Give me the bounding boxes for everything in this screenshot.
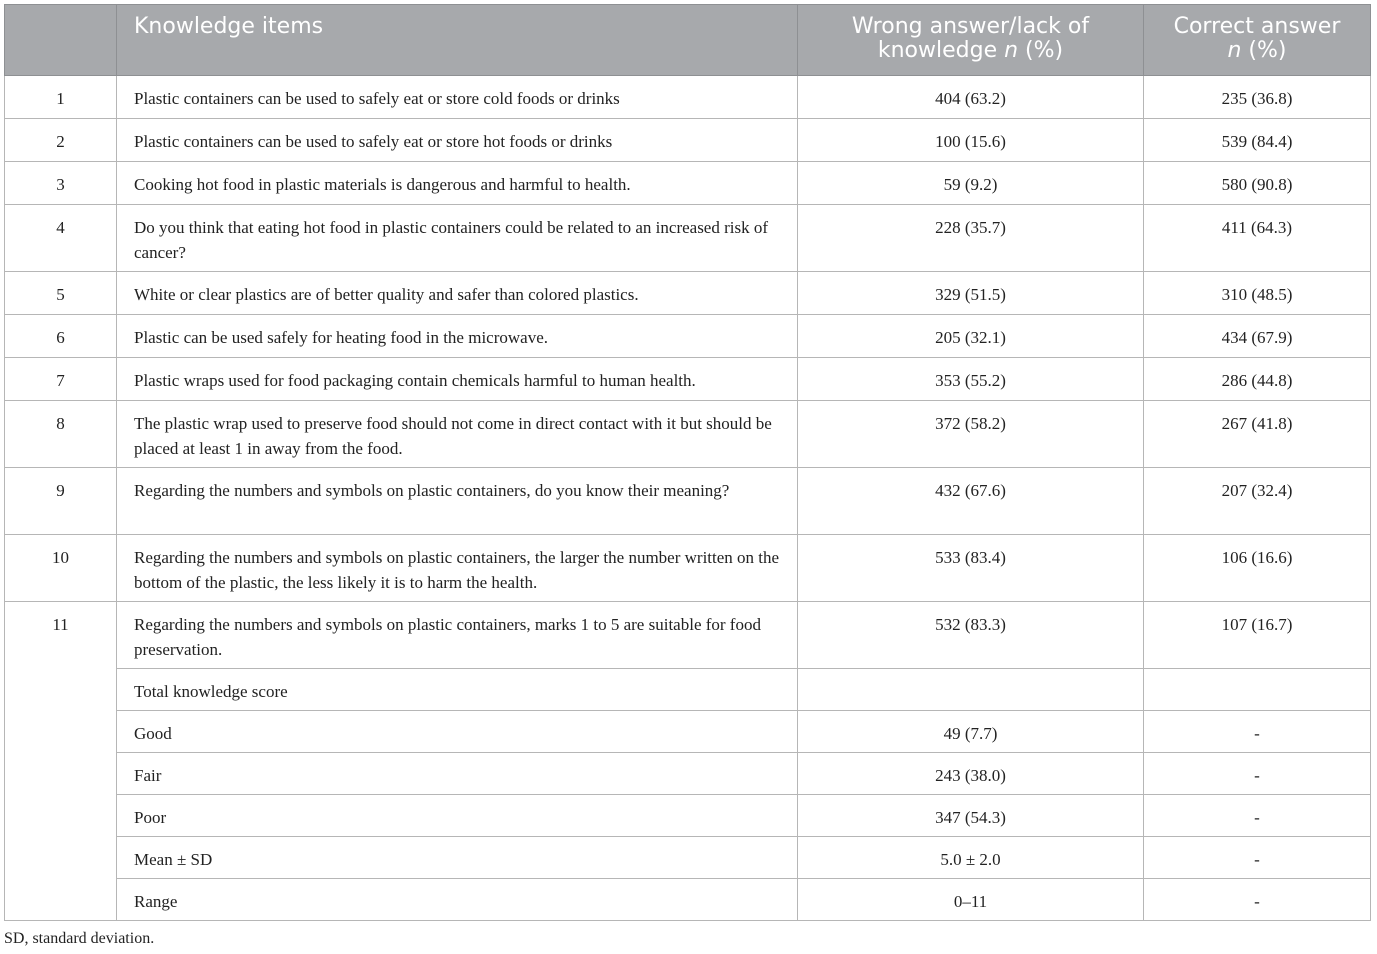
row-correct: 235 (36.8) [1144,76,1371,119]
summary-label: Range [117,879,798,921]
table-row [5,401,1371,468]
summary-label: Poor [117,795,798,837]
row-index: 11 [5,602,117,921]
row-correct: 106 (16.6) [1144,535,1371,602]
row-correct: 310 (48.5) [1144,272,1371,315]
header-correct-line2-post: (%) [1241,38,1287,63]
summary-correct: - [1144,711,1371,753]
row-wrong: 372 (58.2) [798,401,1144,468]
row-wrong: 532 (83.3) [798,602,1144,669]
summary-row [5,669,1371,711]
header-wrong-line1: Wrong answer/lack of [851,14,1090,39]
row-index: 4 [5,205,117,272]
row-wrong: 533 (83.4) [798,535,1144,602]
summary-row [5,879,1371,921]
row-wrong: 205 (32.1) [798,315,1144,358]
knowledge-table-container [4,4,1370,921]
row-correct: 107 (16.7) [1144,602,1371,669]
header-knowledge-items: Knowledge items [117,5,798,76]
row-wrong: 100 (15.6) [798,119,1144,162]
table-row [5,602,1371,669]
row-wrong: 432 (67.6) [798,468,1144,535]
row-item: Plastic wraps used for food packaging contain chemicals harmful to human health. [117,358,798,401]
table-row [5,468,1371,535]
row-index: 2 [5,119,117,162]
row-item: Plastic containers can be used to safely eat or store cold foods or drinks [117,76,798,119]
summary-label: Fair [117,753,798,795]
table-row [5,358,1371,401]
knowledge-table [4,4,1371,921]
row-index: 6 [5,315,117,358]
summary-correct: - [1144,837,1371,879]
summary-row [5,795,1371,837]
table-row [5,76,1371,119]
row-index: 3 [5,162,117,205]
summary-correct: - [1144,879,1371,921]
summary-correct: - [1144,753,1371,795]
row-correct: 434 (67.9) [1144,315,1371,358]
table-header [5,5,1371,76]
summary-wrong [798,669,1144,711]
row-item: White or clear plastics are of better quality and safer than colored plastics. [117,272,798,315]
row-wrong: 228 (35.7) [798,205,1144,272]
row-index: 1 [5,76,117,119]
header-correct-answer [1144,5,1371,76]
summary-label: Good [117,711,798,753]
table-row [5,162,1371,205]
row-item: Cooking hot food in plastic materials is dangerous and harmful to health. [117,162,798,205]
header-correct-n: n [1227,38,1242,63]
row-wrong: 59 (9.2) [798,162,1144,205]
header-wrong-line2-post: (%) [1018,38,1064,63]
row-correct: 580 (90.8) [1144,162,1371,205]
row-correct: 411 (64.3) [1144,205,1371,272]
header-wrong-line2-pre: knowledge [877,38,1005,63]
row-item: Regarding the numbers and symbols on plastic containers, the larger the number written on the bottom of the plastic, the less likely it is to harm the health. [117,535,798,602]
table-row [5,272,1371,315]
table-footnote: SD, standard deviation. [4,930,155,947]
summary-wrong: 5.0 ± 2.0 [798,837,1144,879]
summary-row [5,753,1371,795]
summary-wrong: 347 (54.3) [798,795,1144,837]
summary-wrong: 49 (7.7) [798,711,1144,753]
row-index: 10 [5,535,117,602]
row-item: Regarding the numbers and symbols on plastic containers, marks 1 to 5 are suitable for food preservation. [117,602,798,669]
row-correct: 207 (32.4) [1144,468,1371,535]
table-body [5,76,1371,921]
summary-wrong: 243 (38.0) [798,753,1144,795]
summary-label: Total knowledge score [117,669,798,711]
row-wrong: 329 (51.5) [798,272,1144,315]
row-item: Plastic containers can be used to safely eat or store hot foods or drinks [117,119,798,162]
row-index: 9 [5,468,117,535]
header-wrong-answer [798,5,1144,76]
row-item: Plastic can be used safely for heating food in the microwave. [117,315,798,358]
row-wrong: 353 (55.2) [798,358,1144,401]
summary-label: Mean ± SD [117,837,798,879]
row-correct: 539 (84.4) [1144,119,1371,162]
summary-row [5,837,1371,879]
row-correct: 286 (44.8) [1144,358,1371,401]
summary-wrong: 0–11 [798,879,1144,921]
header-wrong-n: n [1004,38,1019,63]
header-row [5,5,1371,76]
row-wrong: 404 (63.2) [798,76,1144,119]
row-item: Do you think that eating hot food in plastic containers could be related to an increased risk of cancer? [117,205,798,272]
summary-row [5,711,1371,753]
header-correct-line1: Correct answer [1173,14,1341,39]
summary-correct: - [1144,795,1371,837]
row-index: 8 [5,401,117,468]
table-row [5,535,1371,602]
summary-correct [1144,669,1371,711]
table-row [5,205,1371,272]
row-item: The plastic wrap used to preserve food should not come in direct contact with it but should be placed at least 1 in away from the food. [117,401,798,468]
table-row [5,119,1371,162]
table-row [5,315,1371,358]
row-index: 7 [5,358,117,401]
row-correct: 267 (41.8) [1144,401,1371,468]
row-index: 5 [5,272,117,315]
row-item: Regarding the numbers and symbols on plastic containers, do you know their meaning? [117,468,798,535]
header-index [5,5,117,76]
